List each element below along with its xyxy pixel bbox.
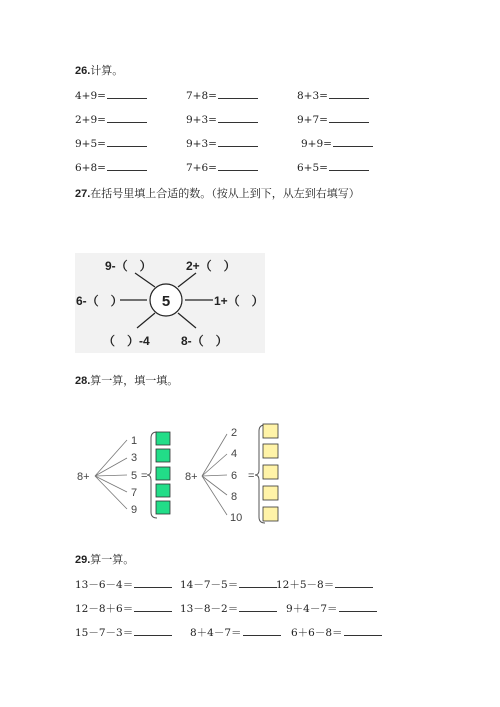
answer-blank[interactable] — [239, 577, 277, 588]
label-bottom-left: （ ）-4 — [103, 334, 150, 348]
q27-star-diagram — [75, 253, 265, 353]
left-number: 5 — [131, 470, 138, 482]
q26-row-1 — [0, 88, 500, 104]
q29-problem: 12＋5－8＝ — [276, 577, 373, 592]
q26-row-3 — [0, 136, 500, 152]
q26-row-2 — [0, 112, 500, 128]
q28-diagram — [75, 420, 285, 530]
answer-blank[interactable] — [134, 577, 172, 588]
answer-box[interactable] — [156, 501, 170, 514]
answer-blank[interactable] — [218, 136, 258, 147]
center-number: 5 — [161, 293, 171, 310]
q26-problem: 8+3= — [297, 88, 369, 102]
answer-blank[interactable] — [329, 112, 369, 123]
answer-blank[interactable] — [134, 625, 172, 636]
left-number: 1 — [131, 435, 138, 447]
q26-problem: 9+7= — [297, 112, 369, 126]
answer-blank[interactable] — [134, 601, 172, 612]
q29-problem: 9＋4－7＝ — [286, 601, 377, 616]
q26-problem: 9+5= — [75, 136, 147, 150]
answer-box[interactable] — [156, 449, 170, 462]
q29-row-3 — [0, 625, 500, 641]
q26-text: 计算。 — [90, 64, 124, 77]
q28-title — [75, 372, 178, 388]
q29-number: 29. — [75, 554, 91, 566]
answer-blank[interactable] — [218, 160, 258, 171]
label-bottom-right: 8-（ ） — [181, 334, 228, 348]
q29-problem: 12－8＋6＝ — [75, 601, 172, 616]
answer-blank[interactable] — [218, 88, 258, 99]
left-equals: = — [141, 470, 148, 482]
answer-blank[interactable] — [218, 112, 258, 123]
answer-blank[interactable] — [335, 577, 373, 588]
q26-problem: 6+8= — [75, 160, 147, 174]
answer-box[interactable] — [263, 424, 278, 438]
answer-blank[interactable] — [107, 136, 147, 147]
left-number: 7 — [131, 487, 138, 499]
q29-title — [75, 551, 134, 567]
q26-row-4 — [0, 160, 500, 176]
answer-box[interactable] — [156, 484, 170, 497]
q29-text: 算一算。 — [90, 553, 135, 566]
q28-number: 28. — [75, 375, 91, 387]
right-equals: = — [248, 470, 255, 482]
q28-text: 算一算，填一填。 — [90, 374, 179, 387]
right-number: 6 — [231, 470, 238, 482]
q26-title — [75, 62, 123, 78]
q29-problem: 15－7－3＝ — [75, 625, 172, 640]
q26-problem: 4+9= — [75, 88, 147, 102]
answer-blank[interactable] — [339, 601, 377, 612]
q29-problem: 13－8－2＝ — [180, 601, 277, 616]
q26-problem: 9+9= — [301, 136, 373, 150]
q26-problem: 9+3= — [186, 136, 258, 150]
q29-row-1 — [0, 577, 500, 593]
label-top-left: 9-（ ） — [105, 259, 152, 273]
label-top-right: 2+（ ） — [186, 259, 236, 273]
q29-row-2 — [0, 601, 500, 617]
q26-problem: 2+9= — [75, 112, 147, 126]
right-number: 8 — [231, 491, 238, 503]
q27-title — [75, 185, 360, 201]
answer-box[interactable] — [263, 465, 278, 479]
q29-problem: 6＋6－8＝ — [291, 625, 382, 640]
q29-problem: 14－7－5＝ — [180, 577, 277, 592]
answer-blank[interactable] — [329, 88, 369, 99]
answer-blank[interactable] — [243, 625, 281, 636]
left-number: 9 — [131, 504, 138, 516]
label-right: 1+（ ） — [214, 294, 264, 308]
left-number: 3 — [131, 452, 138, 464]
answer-blank[interactable] — [239, 601, 277, 612]
answer-box[interactable] — [263, 444, 278, 458]
right-prefix: 8+ — [185, 471, 198, 483]
answer-box[interactable] — [156, 467, 170, 480]
q26-problem: 9+3= — [186, 112, 258, 126]
answer-blank[interactable] — [329, 160, 369, 171]
q27-number: 27. — [75, 188, 91, 200]
answer-blank[interactable] — [107, 160, 147, 171]
answer-blank[interactable] — [333, 136, 373, 147]
answer-box[interactable] — [263, 507, 278, 521]
answer-blank[interactable] — [107, 88, 147, 99]
label-left: 6-（ ） — [76, 294, 123, 308]
q27-text: 在括号里填上合适的数。（按从上到下，从左到右填写） — [90, 187, 360, 200]
q26-problem: 6+5= — [297, 160, 369, 174]
answer-box[interactable] — [156, 432, 170, 445]
answer-blank[interactable] — [107, 112, 147, 123]
q29-problem: 8＋4－7＝ — [190, 625, 281, 640]
right-number: 4 — [231, 448, 238, 460]
q26-problem: 7+8= — [186, 88, 258, 102]
answer-blank[interactable] — [344, 625, 382, 636]
q26-problem: 7+6= — [186, 160, 258, 174]
right-number: 10 — [230, 512, 243, 524]
left-brace — [147, 432, 157, 518]
q29-problem: 13－6－4＝ — [75, 577, 172, 592]
left-prefix: 8+ — [77, 471, 90, 483]
q26-number: 26. — [75, 65, 91, 77]
answer-box[interactable] — [263, 486, 278, 500]
right-number: 2 — [231, 427, 238, 439]
